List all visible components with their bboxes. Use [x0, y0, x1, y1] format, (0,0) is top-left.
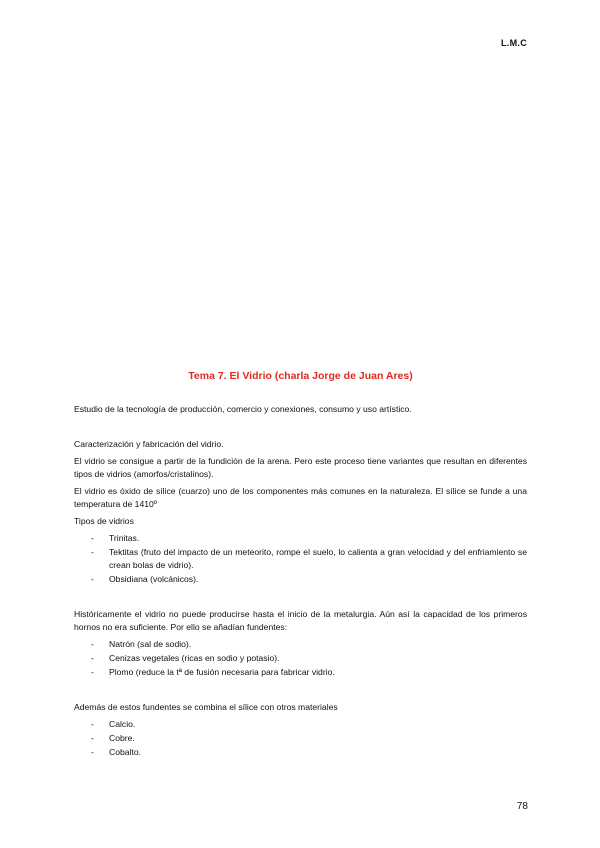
list-dash: - [91, 533, 94, 543]
list-item-text: Cobre. [109, 733, 135, 743]
list-item [74, 573, 527, 586]
list-item-text: Cobalto. [109, 747, 142, 757]
types-list [74, 532, 527, 586]
list-item-text: Obsidiana (volcánicos). [109, 574, 199, 584]
section-heading-caracterizacion: Caracterización y fabricación del vidrio. [74, 439, 224, 449]
list-item [74, 718, 527, 731]
list-dash: - [91, 574, 94, 584]
list-item-text: Trinitas. [109, 533, 140, 543]
list-item-text: Plomo (reduce la tª de fusión necesaria para fabricar vidrio. [109, 667, 335, 677]
list-dash: - [91, 747, 94, 757]
list-item-text: Cenizas vegetales (ricas en sodio y potasio). [109, 653, 280, 663]
list-dash: - [91, 733, 94, 743]
list-dash: - [91, 719, 94, 729]
list-item [74, 638, 527, 651]
list-item-text: Natrón (sal de sodio). [109, 639, 192, 649]
page-number: 78 [516, 801, 528, 812]
paragraph-oxido-silice: El vidrio es óxido de sílice (cuarzo) uno de los componentes más comunes en la naturaleza. El sílice se funde a una temperatura de 1410º [74, 486, 527, 509]
intro-paragraph: Estudio de la tecnología de producción, comercio y conexiones, consumo y uso artístico. [74, 404, 412, 414]
list-item [74, 746, 527, 759]
paragraph-ademas: Además de estos fundentes se combina el sílice con otros materiales [74, 702, 338, 712]
paragraph-fundicion: El vidrio se consigue a partir de la fundición de la arena. Pero este proceso tiene variantes que resultan en diferentes tipos de vidrios (amorfos/cristalinos). [74, 456, 527, 479]
types-heading: Tipos de vidrios [74, 516, 134, 526]
list-dash: - [91, 639, 94, 649]
header-initials: L.M.C [501, 38, 527, 48]
list-dash: - [91, 547, 94, 557]
materiales-list [74, 718, 527, 759]
page-title: Tema 7. El Vidrio (charla Jorge de Juan Ares) [188, 370, 413, 382]
list-item-text: Tektitas (fruto del impacto de un meteorito, rompe el suelo, lo calienta a gran velocidad y del enfriamiento se crean bolas de vidrio). [109, 547, 527, 570]
list-item [74, 532, 527, 545]
list-item [74, 732, 527, 745]
list-dash: - [91, 653, 94, 663]
list-item [74, 546, 527, 572]
list-item-text: Calcio. [109, 719, 136, 729]
document-body [74, 370, 527, 760]
fundentes-list [74, 638, 527, 679]
list-item [74, 666, 527, 679]
list-item [74, 652, 527, 665]
paragraph-historicamente: Históricamente el vidrio no puede producirse hasta el inicio de la metalurgia. Aún así la capacidad de los primeros hornos no era suficiente. Por ello se añadían fundentes: [74, 609, 527, 632]
list-dash: - [91, 667, 94, 677]
